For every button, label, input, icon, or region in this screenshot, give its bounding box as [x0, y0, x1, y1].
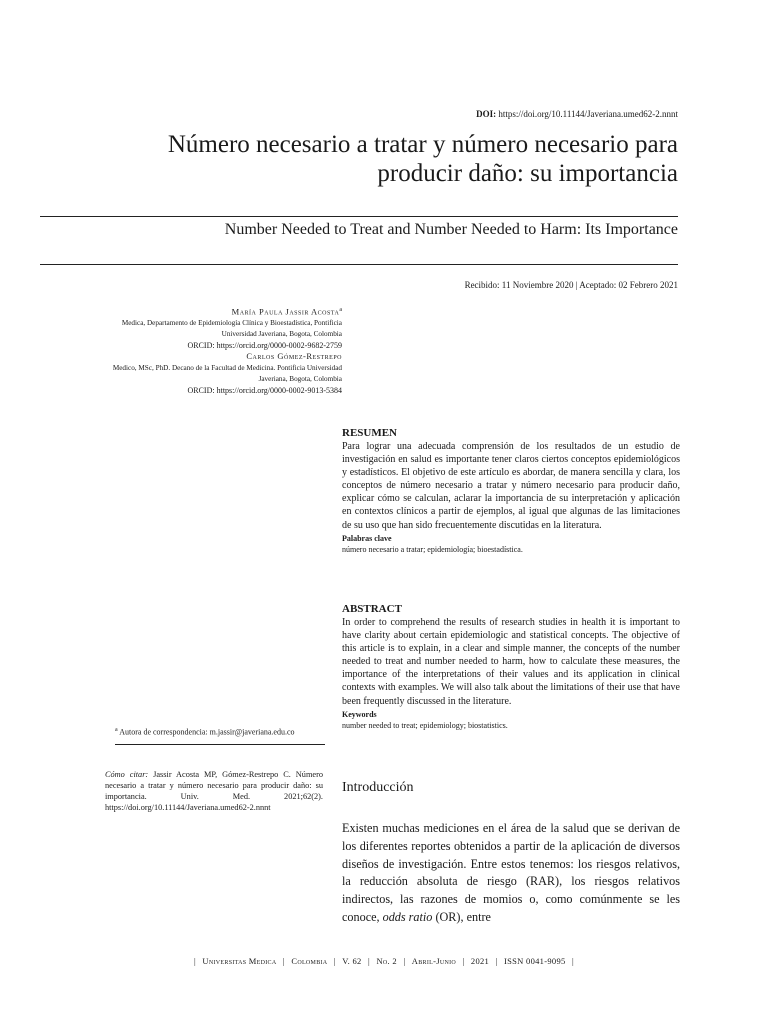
doi-line [476, 109, 678, 119]
received-accepted-dates: Recibido: 11 Noviembre 2020 | Aceptado: 02 Febrero 2021 [464, 280, 678, 290]
author-orcid-link[interactable]: ORCID: https://orcid.org/0000-0002-9682-2759 [187, 341, 342, 351]
keywords-heading: Keywords [342, 709, 377, 719]
correspondence-note [115, 725, 325, 745]
correspondence-text: Autora de correspondencia: m.jassir@javeriana.edu.co [119, 727, 295, 737]
author-orcid-link[interactable]: ORCID: https://orcid.org/0000-0002-9013-5384 [187, 386, 342, 396]
footer-item: No. 2 [376, 956, 400, 966]
keywords: number needed to treat; epidemiology; biostatistics. [342, 720, 508, 730]
title-english: Number Needed to Treat and Number Needed to Harm: Its Importance [224, 221, 678, 238]
doi-label: DOI: [476, 109, 497, 119]
author-name: Carlos Gómez-Restrepo [246, 351, 342, 362]
footer-item: Colombia [291, 956, 330, 966]
footer-separator: | [462, 956, 467, 966]
footer-item: ISSN 0041-9095 [503, 956, 568, 966]
footer-separator: | [403, 956, 408, 966]
journal-footer [0, 956, 768, 966]
abstract-section [342, 603, 680, 731]
resumen-section [342, 427, 680, 555]
footer-separator: | [571, 956, 574, 966]
author-mark: a [339, 307, 342, 313]
author-affiliation: Medico, MSc, PhD. Decano de la Facultad de Medicina. Pontificia Universidad Javeriana, Bogota, Colombia [112, 364, 342, 384]
author-1 [95, 305, 342, 318]
author-affiliation: Medica, Departamento de Epidemiología Clínica y Bioestadística, Pontificia Universidad Javeriana, Bogota, Colombia [121, 319, 342, 339]
palabras-clave-heading: Palabras clave [342, 533, 392, 543]
title-spanish: Número necesario a tratar y número necesario para producir daño: su importancia [167, 131, 678, 187]
intro-heading: Introducción [342, 780, 414, 795]
title-rule-top [40, 216, 678, 217]
resumen-body: Para lograr una adecuada comprensión de los resultados de un estudio de investigación en salud es importante tener claros ciertos conceptos epidemiológicos y estadísticos. El objetivo de este artículo es abordar, de manera sencilla y clara, los conceptos de número necesario a tratar y número necesario para producir daño, explicar cómo se calculan, aclarar la importancia de su interpretación y aplicación en contextos clínicos a partir de ejemplos, al igual que algunas de las limitaciones de su uso que han sido frecuentemente discutidas en la literatura. [342, 441, 680, 531]
author-name: María Paula Jassir Acosta [231, 306, 340, 317]
footer-separator: | [193, 956, 199, 966]
footer-item: V. 62 [342, 956, 365, 966]
footer-item: 2021 [470, 956, 492, 966]
footer-item: Abril-Junio [411, 956, 459, 966]
footer-item: Universitas Medica [202, 956, 279, 966]
footer-separator: | [368, 956, 373, 966]
footer-separator: | [282, 956, 288, 966]
intro-text-1: Existen muchas mediciones en el área de la salud que se derivan de los diferentes reportes obtenidos a partir de la aplicación de diversos diseños de investigación. Entre estos tenemos: los riesgos relativos, la reducción absoluta de riesgo (RAR), los riesgos relativos indirectos, las razones de momios o, como comúnmente se les conoce, [342, 821, 680, 924]
author-block [95, 305, 342, 396]
how-to-cite [105, 769, 323, 813]
doi-link[interactable]: https://doi.org/10.11144/Javeriana.umed62-2.nnnt [498, 109, 678, 119]
intro-odds-ratio: odds ratio [382, 909, 433, 924]
cite-text: Jassir Acosta MP, Gómez-Restrepo C. Número necesario a tratar y número necesario para producir daño: su importancia. Univ. Med. 2021;62(2). https://doi.org/10.11144/Javeriana.umed62-2.nnnt [105, 770, 323, 813]
cite-label: Cómo citar: [105, 770, 149, 779]
correspondence-mark: a [115, 727, 118, 733]
abstract-heading: ABSTRACT [342, 603, 402, 615]
palabras-clave: número necesario a tratar; epidemiología; bioestadística. [342, 544, 523, 554]
resumen-heading: RESUMEN [342, 427, 398, 439]
abstract-body: In order to comprehend the results of research studies in health it is important to have clarity about certain epidemiologic and statistical concepts. The objective of this article is to explain, in a clear and simple manner, the concepts of the number needed to treat and number needed to harm, how to calculate these measures, the importance of the interpretations of their values and its application in clinical contexts with examples. We will also talk about the limitations of their use that have been frequently discussed in the literature. [342, 617, 680, 707]
footer-separator: | [333, 956, 339, 966]
title-rule-bottom [40, 264, 678, 265]
footer-separator: | [495, 956, 500, 966]
intro-body [342, 820, 680, 927]
intro-text-2: (OR), entre [435, 909, 491, 924]
author-2 [95, 351, 342, 363]
